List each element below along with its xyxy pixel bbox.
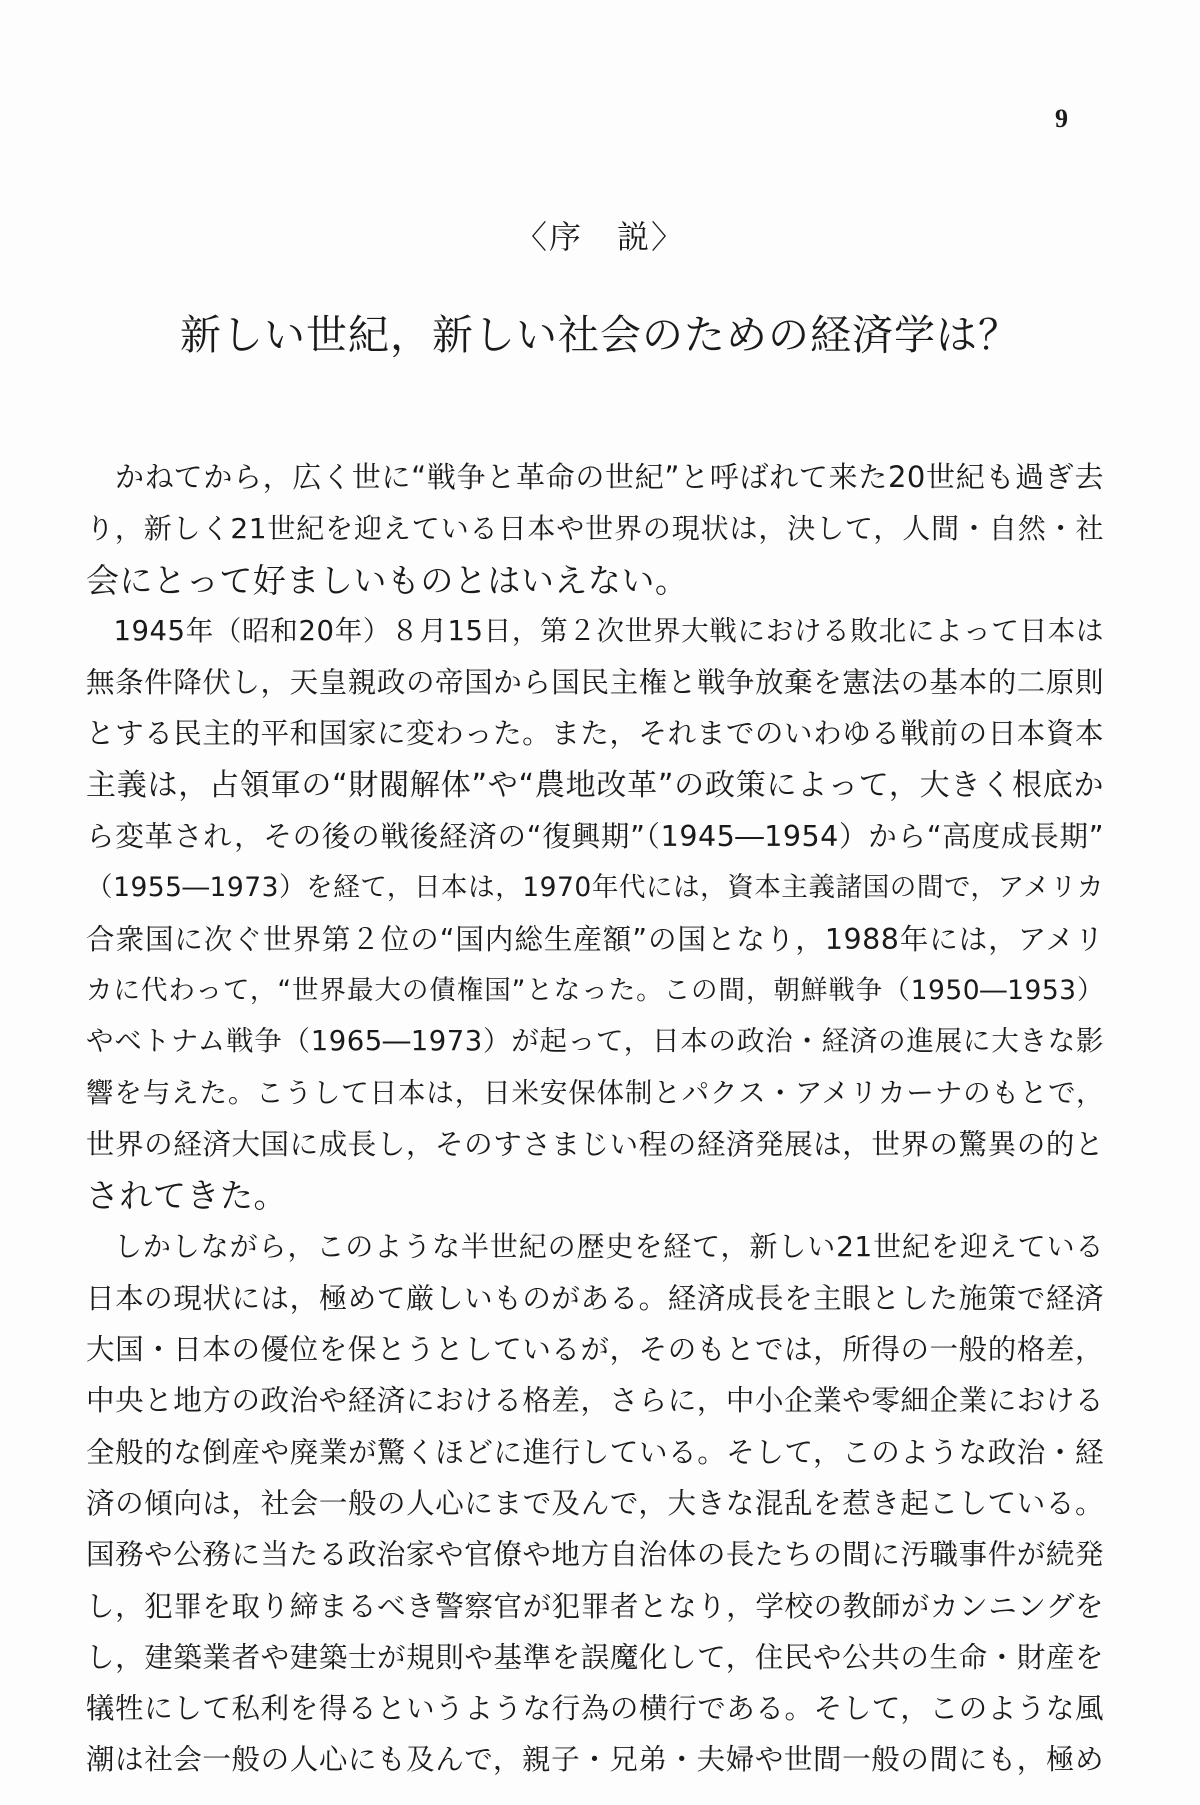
body-text [86,452,1104,1786]
text-line: し，建築業者や建築士が規則や基準を誤魔化して，住民や公共の生命・財産を [86,1640,1104,1674]
text-line: やベトナム戦争（1965―1973）が起って，日本の政治・経済の進展に大きな影 [86,1025,1104,1058]
text-line: 中央と地方の政治や経済における格差，さらに，中小企業や零細企業における [86,1384,1104,1418]
text-line: 全般的な倒産や廃業が驚くほどに進行している。そして，このような政治・経 [86,1435,1104,1469]
text-line: 会にとって好ましいものとはいえない。 [86,560,689,600]
text-line: 日本の現状には，極めて厳しいものがある。経済成長を主眼とした施策で経済 [86,1281,1104,1315]
text-line: かねてから，広く世に“戦争と革命の世紀”と呼ばれて来た20世紀も過ぎ去 [115,460,1104,494]
text-line: ら変革され，その後の戦後経済の“復興期”（1945―1954）から“高度成長期” [86,820,1104,854]
text-line: 国務や公務に当たる政治家や官僚や地方自治体の長たちの間に汚職事件が続発 [86,1538,1104,1572]
chapter-title: 新しい世紀，新しい社会のための経済学は？ [180,311,1020,359]
text-line: り，新しく21世紀を迎えている日本や世界の現状は，決して，人間・自然・社 [86,512,1104,546]
text-line: されてきた。 [86,1176,287,1216]
text-line: 犠牲にして私利を得るというような行為の横行である。そして，このような風 [86,1692,1104,1726]
page-number: 9 [1055,104,1068,133]
text-line: （1955―1973）を経て，日本は，1970年代には，資本主義諸国の間で，アメリカ [86,872,1104,904]
text-line: とする民主的平和国家に変わった。また，それまでのいわゆる戦前の日本資本 [86,717,1104,751]
text-line: 済の傾向は，社会一般の人心にまで及んで，大きな混乱を惹き起こしている。 [86,1486,1104,1520]
text-line: 響を与えた。こうして日本は，日米安保体制とパクス・アメリカーナのもとで， [86,1076,1104,1109]
text-line: 合衆国に次ぐ世界第２位の“国内総生産額”の国となり，1988年には，アメリ [86,922,1104,956]
text-line: 無条件降伏し，天皇親政の帝国から国民主権と戦争放棄を憲法の基本的二原則 [86,666,1104,700]
text-line: 世界の経済大国に成長し，そのすさまじい程の経済発展は，世界の驚異の的と [86,1127,1104,1161]
text-line: し，犯罪を取り締まるべき警察官が犯罪者となり，学校の教師がカンニングを [86,1589,1104,1623]
text-line: 1945年（昭和20年）８月15日，第２次世界大戦における敗北によって日本は [113,614,1104,647]
text-line: 潮は社会一般の人心にも及んで，親子・兄弟・夫婦や世間一般の間にも，極め [86,1743,1104,1777]
section-label: 〈序 説〉 [514,218,685,256]
text-line: 主義は，占領軍の“財閥解体”や“農地改革”の政策によって，大きく根底か [86,767,1104,803]
text-line: しかしながら，このような半世紀の歴史を経て，新しい21世紀を迎えている [114,1230,1104,1264]
text-line: 大国・日本の優位を保とうとしているが，そのもとでは，所得の一般的格差， [86,1333,1104,1367]
text-line: カに代わって，“世界最大の債権国”となった。この間，朝鮮戦争（1950―1953） [86,974,1104,1006]
